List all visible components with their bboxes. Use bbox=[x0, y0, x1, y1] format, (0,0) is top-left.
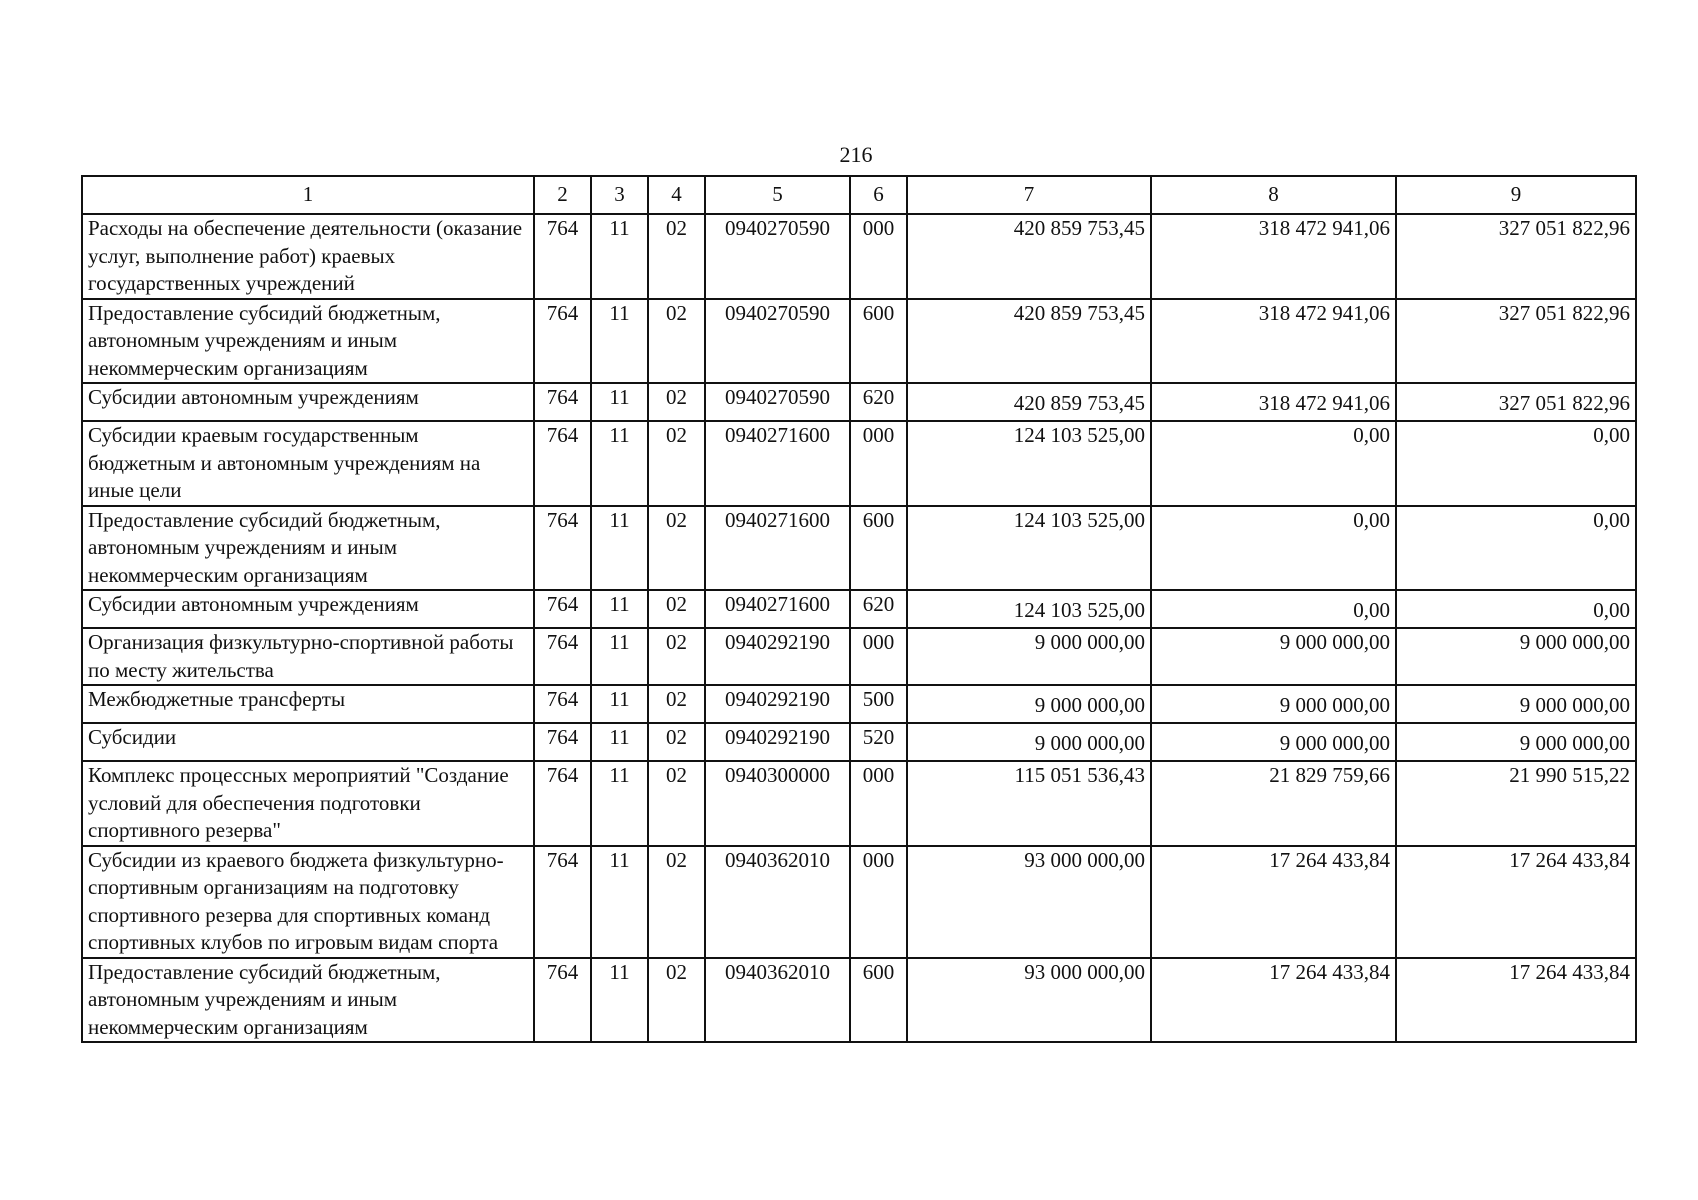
row-name: Предоставление субсидий бюджетным, автономным учреждениям и иным некоммерческим организациям bbox=[82, 506, 534, 591]
ministry-code: 764 bbox=[534, 383, 591, 421]
amount-col8: 21 829 759,66 bbox=[1151, 761, 1396, 846]
row-name: Предоставление субсидий бюджетным, автономным учреждениям и иным некоммерческим организациям bbox=[82, 958, 534, 1043]
row-name: Предоставление субсидий бюджетным, автономным учреждениям и иным некоммерческим организациям bbox=[82, 299, 534, 384]
column-header: 2 bbox=[534, 176, 591, 214]
target-article-code: 0940292190 bbox=[705, 685, 850, 723]
amount-col8: 318 472 941,06 bbox=[1151, 383, 1396, 421]
amount-col9: 327 051 822,96 bbox=[1396, 214, 1636, 299]
ministry-code: 764 bbox=[534, 761, 591, 846]
amount-col8: 9 000 000,00 bbox=[1151, 628, 1396, 685]
section-code: 11 bbox=[591, 506, 648, 591]
amount-col9: 17 264 433,84 bbox=[1396, 958, 1636, 1043]
expense-type-code: 000 bbox=[850, 421, 907, 506]
amount-col9: 0,00 bbox=[1396, 506, 1636, 591]
row-name: Комплекс процессных мероприятий "Создание условий для обеспечения подготовки спортивного резерва" bbox=[82, 761, 534, 846]
ministry-code: 764 bbox=[534, 958, 591, 1043]
section-code: 11 bbox=[591, 723, 648, 761]
table-row bbox=[82, 958, 1636, 1043]
expense-type-code: 600 bbox=[850, 299, 907, 384]
amount-col8: 17 264 433,84 bbox=[1151, 958, 1396, 1043]
section-code: 11 bbox=[591, 214, 648, 299]
page-number: 216 bbox=[839, 142, 873, 167]
amount-col9: 9 000 000,00 bbox=[1396, 628, 1636, 685]
amount-col8: 0,00 bbox=[1151, 421, 1396, 506]
table-row bbox=[82, 506, 1636, 591]
column-header: 1 bbox=[82, 176, 534, 214]
ministry-code: 764 bbox=[534, 723, 591, 761]
subsection-code: 02 bbox=[648, 958, 705, 1043]
column-header: 7 bbox=[907, 176, 1151, 214]
section-code: 11 bbox=[591, 846, 648, 958]
amount-col7: 420 859 753,45 bbox=[907, 299, 1151, 384]
table-row bbox=[82, 590, 1636, 628]
table-row bbox=[82, 723, 1636, 761]
column-header: 5 bbox=[705, 176, 850, 214]
row-name: Организация физкультурно-спортивной работы по месту жительства bbox=[82, 628, 534, 685]
ministry-code: 764 bbox=[534, 421, 591, 506]
target-article-code: 0940362010 bbox=[705, 958, 850, 1043]
section-code: 11 bbox=[591, 685, 648, 723]
ministry-code: 764 bbox=[534, 214, 591, 299]
amount-col8: 9 000 000,00 bbox=[1151, 685, 1396, 723]
amount-col9: 17 264 433,84 bbox=[1396, 846, 1636, 958]
amount-col9: 327 051 822,96 bbox=[1396, 383, 1636, 421]
column-header: 9 bbox=[1396, 176, 1636, 214]
amount-col7: 9 000 000,00 bbox=[907, 685, 1151, 723]
budget-table bbox=[81, 175, 1637, 1043]
target-article-code: 0940270590 bbox=[705, 299, 850, 384]
ministry-code: 764 bbox=[534, 590, 591, 628]
column-header: 4 bbox=[648, 176, 705, 214]
row-name: Субсидии из краевого бюджета физкультурно-спортивным организациям на подготовку спортивного резерва для спортивных команд спортивных клубов по игровым видам спорта bbox=[82, 846, 534, 958]
amount-col7: 124 103 525,00 bbox=[907, 421, 1151, 506]
target-article-code: 0940292190 bbox=[705, 723, 850, 761]
expense-type-code: 600 bbox=[850, 958, 907, 1043]
expense-type-code: 000 bbox=[850, 214, 907, 299]
subsection-code: 02 bbox=[648, 214, 705, 299]
table-row bbox=[82, 299, 1636, 384]
amount-col8: 0,00 bbox=[1151, 506, 1396, 591]
subsection-code: 02 bbox=[648, 846, 705, 958]
expense-type-code: 620 bbox=[850, 383, 907, 421]
amount-col7: 124 103 525,00 bbox=[907, 506, 1151, 591]
row-name: Субсидии краевым государственным бюджетным и автономным учреждениям на иные цели bbox=[82, 421, 534, 506]
table-row bbox=[82, 421, 1636, 506]
subsection-code: 02 bbox=[648, 383, 705, 421]
amount-col9: 9 000 000,00 bbox=[1396, 723, 1636, 761]
amount-col9: 21 990 515,22 bbox=[1396, 761, 1636, 846]
ministry-code: 764 bbox=[534, 628, 591, 685]
subsection-code: 02 bbox=[648, 685, 705, 723]
amount-col7: 124 103 525,00 bbox=[907, 590, 1151, 628]
section-code: 11 bbox=[591, 761, 648, 846]
table-row bbox=[82, 685, 1636, 723]
section-code: 11 bbox=[591, 628, 648, 685]
amount-col7: 115 051 536,43 bbox=[907, 761, 1151, 846]
section-code: 11 bbox=[591, 958, 648, 1043]
target-article-code: 0940362010 bbox=[705, 846, 850, 958]
row-name: Субсидии автономным учреждениям bbox=[82, 590, 534, 628]
expense-type-code: 000 bbox=[850, 628, 907, 685]
expense-type-code: 600 bbox=[850, 506, 907, 591]
target-article-code: 0940292190 bbox=[705, 628, 850, 685]
target-article-code: 0940271600 bbox=[705, 506, 850, 591]
column-header: 6 bbox=[850, 176, 907, 214]
section-code: 11 bbox=[591, 383, 648, 421]
amount-col7: 9 000 000,00 bbox=[907, 723, 1151, 761]
ministry-code: 764 bbox=[534, 506, 591, 591]
row-name: Межбюджетные трансферты bbox=[82, 685, 534, 723]
amount-col7: 93 000 000,00 bbox=[907, 958, 1151, 1043]
expense-type-code: 000 bbox=[850, 761, 907, 846]
expense-type-code: 000 bbox=[850, 846, 907, 958]
amount-col8: 0,00 bbox=[1151, 590, 1396, 628]
subsection-code: 02 bbox=[648, 506, 705, 591]
amount-col8: 318 472 941,06 bbox=[1151, 214, 1396, 299]
subsection-code: 02 bbox=[648, 590, 705, 628]
table-row bbox=[82, 383, 1636, 421]
target-article-code: 0940271600 bbox=[705, 421, 850, 506]
amount-col8: 318 472 941,06 bbox=[1151, 299, 1396, 384]
ministry-code: 764 bbox=[534, 685, 591, 723]
expense-type-code: 520 bbox=[850, 723, 907, 761]
expense-type-code: 500 bbox=[850, 685, 907, 723]
amount-col8: 9 000 000,00 bbox=[1151, 723, 1396, 761]
target-article-code: 0940300000 bbox=[705, 761, 850, 846]
subsection-code: 02 bbox=[648, 761, 705, 846]
subsection-code: 02 bbox=[648, 421, 705, 506]
ministry-code: 764 bbox=[534, 846, 591, 958]
amount-col9: 0,00 bbox=[1396, 421, 1636, 506]
target-article-code: 0940270590 bbox=[705, 214, 850, 299]
section-code: 11 bbox=[591, 421, 648, 506]
column-header: 3 bbox=[591, 176, 648, 214]
target-article-code: 0940271600 bbox=[705, 590, 850, 628]
table-row bbox=[82, 846, 1636, 958]
expense-type-code: 620 bbox=[850, 590, 907, 628]
table-row bbox=[82, 761, 1636, 846]
table-row bbox=[82, 628, 1636, 685]
amount-col7: 420 859 753,45 bbox=[907, 383, 1151, 421]
section-code: 11 bbox=[591, 299, 648, 384]
column-header: 8 bbox=[1151, 176, 1396, 214]
amount-col7: 420 859 753,45 bbox=[907, 214, 1151, 299]
row-name: Субсидии автономным учреждениям bbox=[82, 383, 534, 421]
amount-col9: 9 000 000,00 bbox=[1396, 685, 1636, 723]
row-name: Расходы на обеспечение деятельности (оказание услуг, выполнение работ) краевых государственных учреждений bbox=[82, 214, 534, 299]
header-row bbox=[82, 176, 1636, 214]
amount-col9: 0,00 bbox=[1396, 590, 1636, 628]
table-row bbox=[82, 214, 1636, 299]
subsection-code: 02 bbox=[648, 299, 705, 384]
ministry-code: 764 bbox=[534, 299, 591, 384]
amount-col9: 327 051 822,96 bbox=[1396, 299, 1636, 384]
amount-col7: 93 000 000,00 bbox=[907, 846, 1151, 958]
subsection-code: 02 bbox=[648, 628, 705, 685]
amount-col7: 9 000 000,00 bbox=[907, 628, 1151, 685]
section-code: 11 bbox=[591, 590, 648, 628]
subsection-code: 02 bbox=[648, 723, 705, 761]
amount-col8: 17 264 433,84 bbox=[1151, 846, 1396, 958]
target-article-code: 0940270590 bbox=[705, 383, 850, 421]
row-name: Субсидии bbox=[82, 723, 534, 761]
